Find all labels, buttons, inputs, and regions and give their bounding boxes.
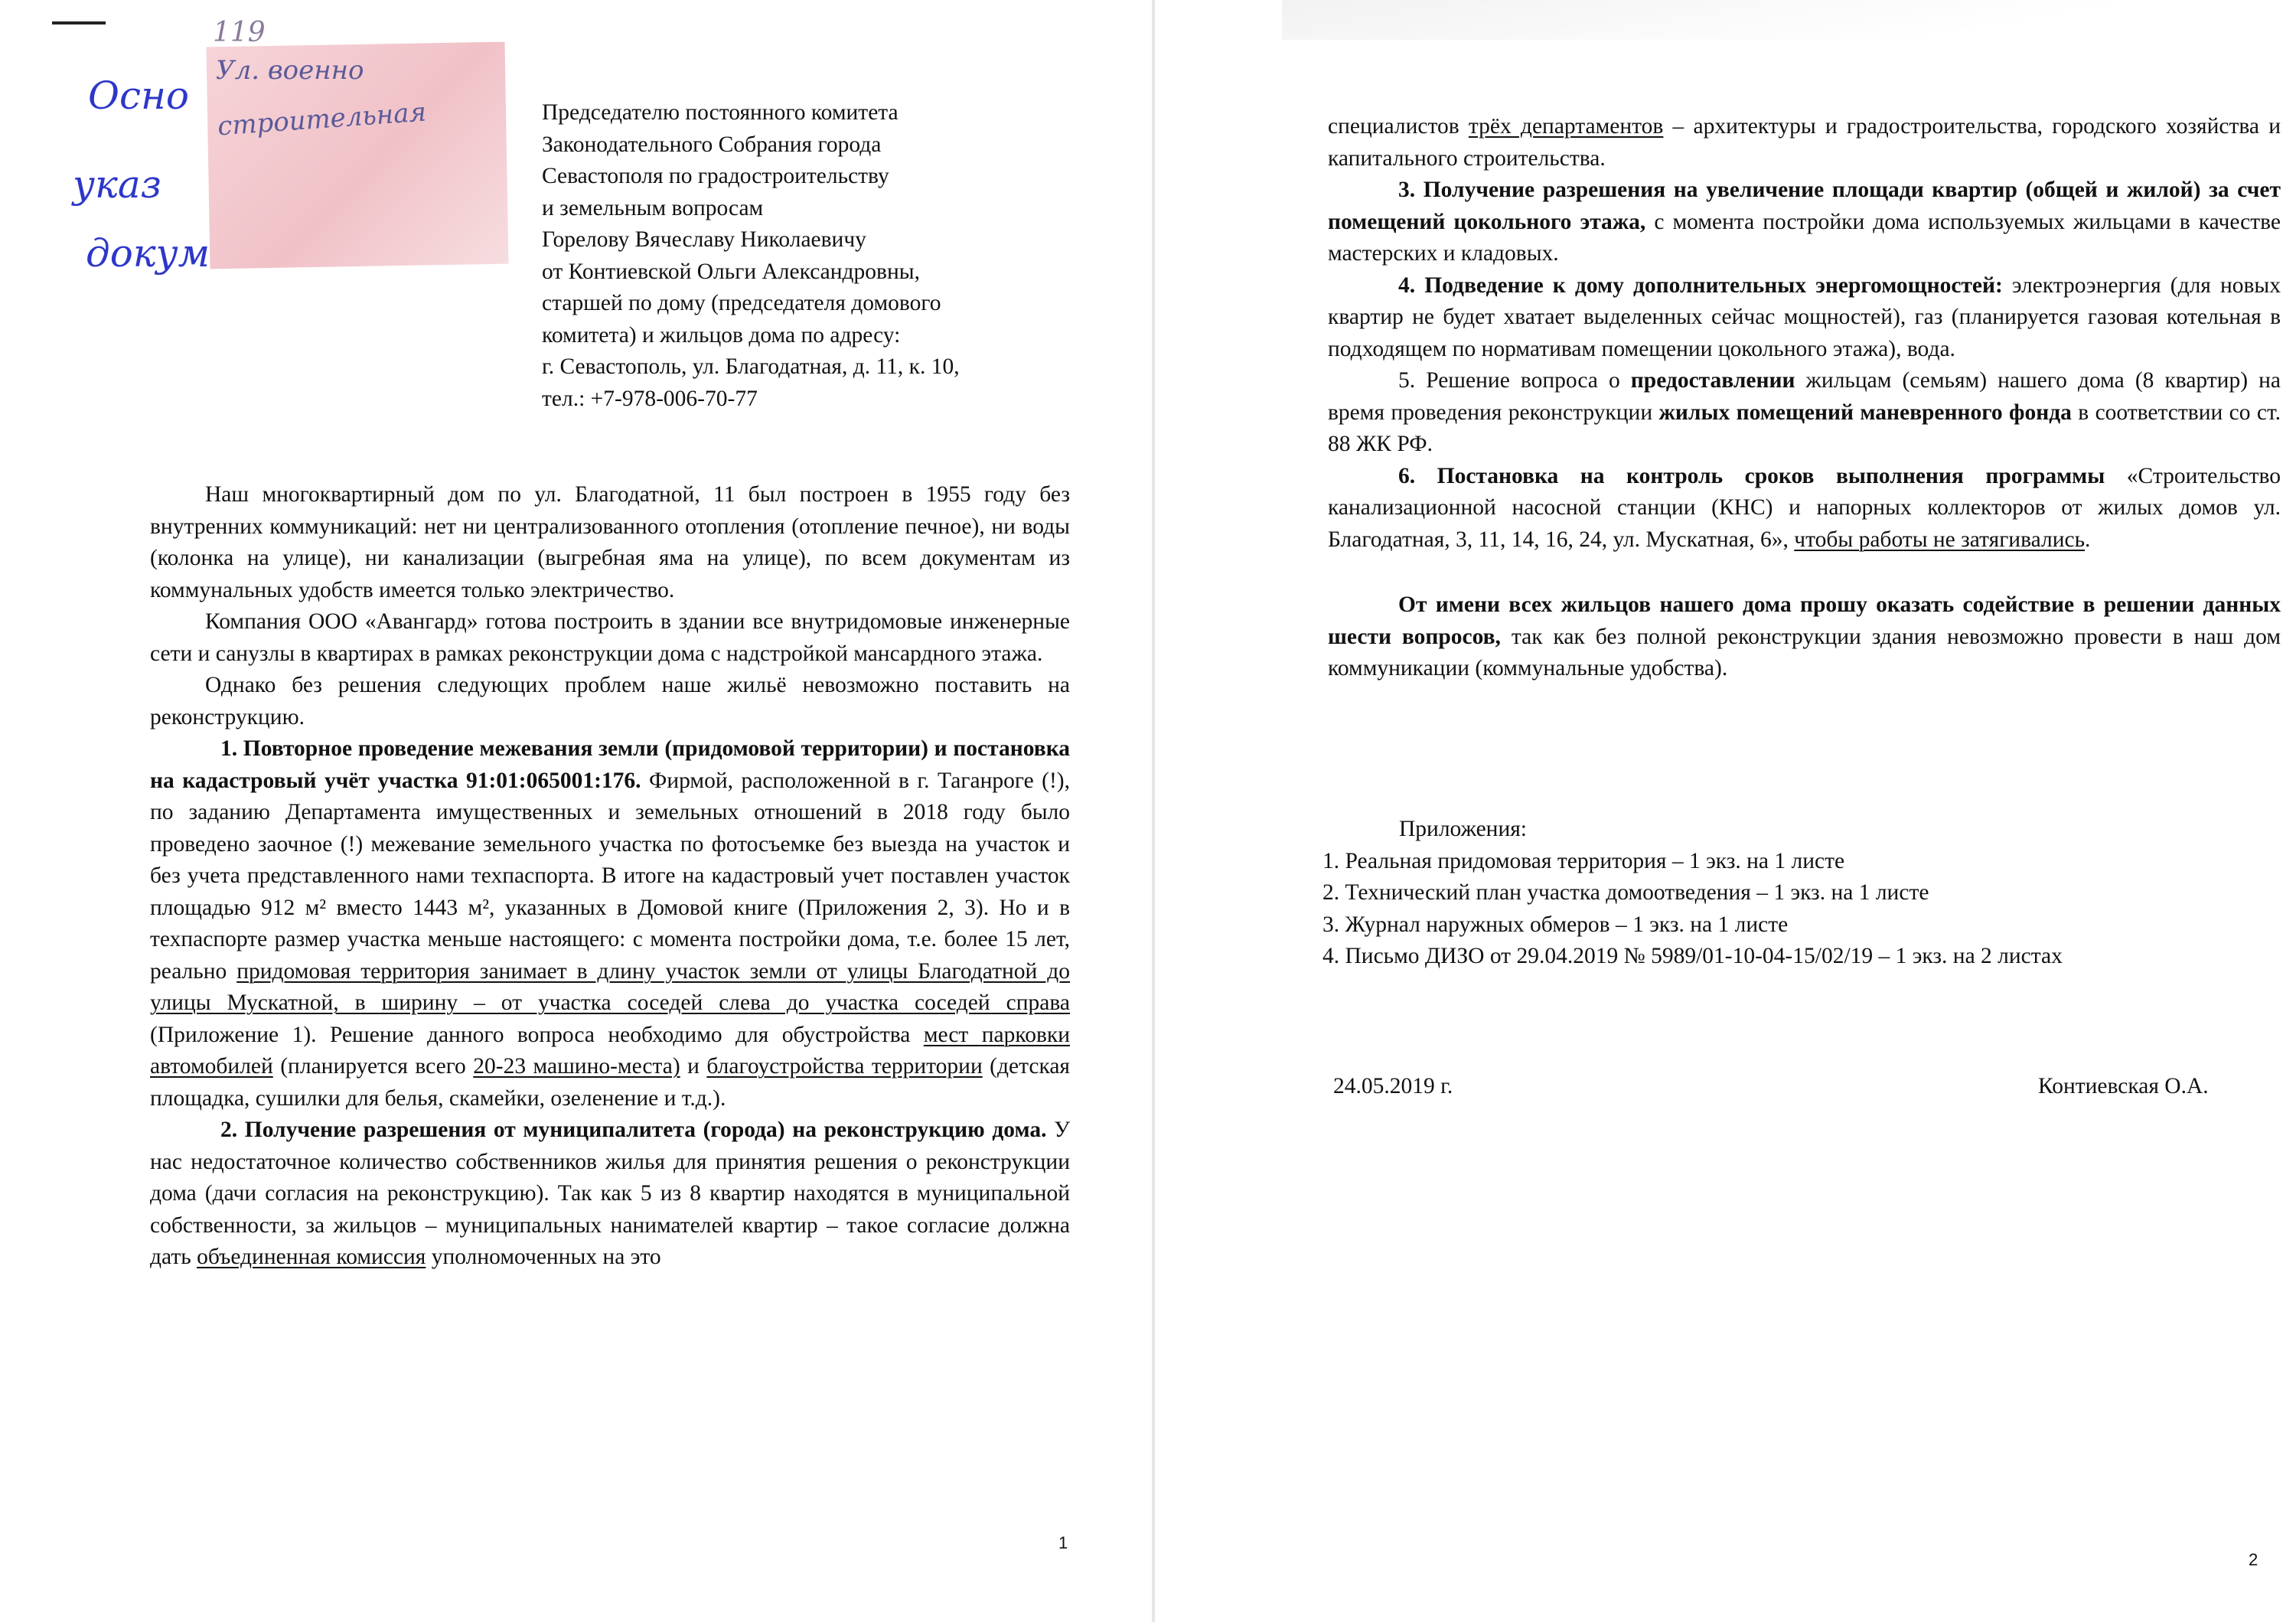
- item-6-heading: 6. Постановка на контроль сроков выполнения программы: [1398, 463, 2105, 488]
- item-4-text: электроэнергия (для новых квартир не будет хватает выделенных сейчас мощностей), газ (планируется газовая котельная в подходящем по нормативам помещении цокольного этажа), вода.: [1328, 273, 2281, 361]
- addressee-line: от Контиевской Ольги Александровны,: [542, 259, 920, 284]
- item-5: [1328, 365, 2281, 461]
- addressee-line: комитета) и жильцов дома по адресу:: [542, 322, 901, 348]
- pen-mark: [52, 21, 106, 24]
- item-1-text: и: [680, 1054, 707, 1079]
- paragraph-continuation: [1328, 111, 2281, 175]
- body-page-2: [1328, 111, 2281, 685]
- item-6-text: .: [2085, 527, 2091, 552]
- continuation-text: – архитектуры и градостроительства, городского хозяйства и капитального строительства.: [1328, 114, 2281, 171]
- item-1-text: (планируется всего: [272, 1054, 474, 1079]
- item-2-underlined: объединенная комиссия: [197, 1245, 426, 1269]
- request-paragraph: [1328, 589, 2281, 685]
- addressee-line: тел.: +7-978-006-70-77: [542, 386, 758, 411]
- addressee-line: и земельным вопросам: [542, 195, 764, 220]
- addressee-line: Законодательного Собрания города: [542, 132, 882, 157]
- item-5-text: жильцам (семьям) нашего дома (8 квартир) на время проведения реконструкции: [1328, 368, 2281, 425]
- item-1: [150, 733, 1070, 1115]
- attachments-title: Приложения:: [1399, 817, 1528, 841]
- item-2: [150, 1115, 1070, 1274]
- attachment-item: 3. Журнал наружных обмеров – 1 экз. на 1 листе: [1322, 912, 1789, 937]
- continuation-underlined: трёх департаментов: [1468, 114, 1664, 139]
- item-2-text: уполномоченных на это: [426, 1245, 661, 1269]
- margin-handwriting-line-3: докум: [86, 231, 210, 276]
- item-3: [1328, 175, 2281, 270]
- attachment-item: 2. Технический план участка домоотведения – 1 экз. на 1 листе: [1322, 880, 1929, 905]
- item-1-underlined: мест парковки автомобилей: [150, 1022, 1070, 1079]
- sticky-handwriting-line-1: Ул. военно: [216, 55, 364, 86]
- margin-handwriting-line-1: Осно: [88, 73, 190, 118]
- addressee-line: старшей по дому (председателя домового: [542, 291, 941, 315]
- handwritten-number: 119: [213, 17, 266, 48]
- item-1-underlined: придомовая территория занимает в длину участок земли от улицы Благодатной до улицы Мускатной, в ширину – от участка соседей слева до участка соседей справа: [150, 958, 1070, 1015]
- request-bold: От имени всех жильцов нашего дома прошу оказать содействие в решении данных шести вопросов,: [1328, 592, 2281, 649]
- item-1-underlined: 20-23 машино-места): [473, 1054, 680, 1079]
- signature-name: Контиевская О.А.: [2038, 1074, 2209, 1098]
- sticky-handwriting-line-2: строительная: [216, 96, 428, 142]
- addressee-line: г. Севастополь, ул. Благодатная, д. 11, к. 10,: [542, 354, 960, 379]
- page-divider: [1152, 0, 1155, 1622]
- item-2-heading: 2. Получение разрешения от муниципалитета (города) на реконструкцию дома.: [220, 1118, 1047, 1142]
- item-5-bold: предоставлении: [1630, 368, 1795, 393]
- request-text: так как без полной реконструкции здания невозможно провести в наш дом коммуникации (коммунальные удобства).: [1328, 624, 2281, 680]
- item-6: [1328, 461, 2281, 556]
- paragraph-intro: Наш многоквартирный дом по ул. Благодатной, 11 был построен в 1955 году без внутренних коммуникаций: нет ни централизованного отопления (отопление печное), ни воды (колонка на улице), ни канализации (выгребная яма на улице), по всем документам из коммунальных удобств имеется только электричество.: [150, 482, 1070, 602]
- item-1-text: Фирмой, расположенной в г. Таганроге (!), по заданию Департамента имущественных и земельных отношений в 2018 году было проведено заочное (!) межевание земельного участка по фотосъемке без выезда на участок и без учета представленного нами техпаспорта. В итоге на кадастровый учет поставлен участок площадью 912 м² вместо 1443 м², указанных в Домовой книге (Приложения 2, 3). Но и в техпаспорте размер участка меньше настоящего: с момента постройки дома, т.е. более 15 лет, реально: [150, 768, 1070, 984]
- page-fold-shadow: [1282, 0, 2296, 40]
- body-page-1: [150, 479, 1070, 1274]
- paragraph-problems: Однако без решения следующих проблем наше жильё невозможно поставить на реконструкцию.: [150, 673, 1070, 729]
- margin-handwriting-line-2: указ: [73, 162, 161, 207]
- item-6-underlined: чтобы работы не затягивались: [1794, 527, 2086, 552]
- item-1-underlined: благоустройства территории: [706, 1054, 983, 1079]
- paragraph-company: Компания ООО «Авангард» готова построить в здании все внутридомовые инженерные сети и санузлы в квартирах в рамках реконструкции дома с надстройкой мансардного этажа.: [150, 609, 1070, 666]
- item-5-text: 5. Решение вопроса о: [1398, 368, 1631, 393]
- addressee-block: [542, 97, 1078, 415]
- addressee-line: Председателю постоянного комитета: [542, 100, 899, 125]
- item-1-heading: 1. Повторное проведение межевания земли (придомовой территории) и постановка на кадастровый учёт участка 91:01:065001:176.: [150, 736, 1070, 793]
- page-number: 1: [1058, 1533, 1068, 1552]
- item-6-text: «Строительство канализационной насосной станции (КНС) и напорных коллекторов от жилых домов ул. Благодатная, 3, 11, 14, 16, 24, ул. Мускатная, 6»,: [1328, 463, 2281, 552]
- item-1-text: (Приложение 1). Решение данного вопроса необходимо для обустройства: [150, 1022, 924, 1047]
- attachment-item: 1. Реальная придомовая территория – 1 экз. на 1 листе: [1322, 848, 1845, 873]
- attachment-item: 4. Письмо ДИЗО от 29.04.2019 № 5989/01-10-04-15/02/19 – 1 экз. на 2 листах: [1322, 944, 2063, 968]
- addressee-line: Севастополя по градостроительству: [542, 164, 889, 188]
- item-1-text: (детская площадка, сушилки для белья, скамейки, озеленение и т.д.).: [150, 1054, 1070, 1111]
- continuation-text: специалистов: [1328, 114, 1469, 139]
- addressee-line: Горелову Вячеславу Николаевичу: [542, 227, 866, 252]
- page-2: [1156, 0, 2296, 1622]
- item-4-heading: 4. Подведение к дому дополнительных энергомощностей:: [1398, 273, 2003, 298]
- item-5-bold: жилых помещений маневренного фонда: [1658, 400, 2072, 425]
- letter-date: 24.05.2019 г.: [1333, 1074, 1453, 1098]
- attachments-block: [1322, 814, 2287, 973]
- item-3-text: с момента постройки дома используемых жильцами в качестве мастерских и кладовых.: [1328, 209, 2281, 266]
- item-4: [1328, 270, 2281, 366]
- item-3-heading: 3. Получение разрешения на увеличение площади квартир (общей и жилой) за счет помещений цокольного этажа,: [1328, 178, 2281, 234]
- item-5-text: в соответствии со ст. 88 ЖК РФ.: [1328, 400, 2281, 456]
- item-2-text: У нас недостаточное количество собственников жилья для принятия решения о реконструкции дома (дачи согласия на реконструкцию). Так как 5 из 8 квартир находятся в муниципальной собственности, за жильцов – муниципальных нанимателей квартир – такое согласие должна дать: [150, 1118, 1070, 1269]
- page-number: 2: [2249, 1550, 2258, 1569]
